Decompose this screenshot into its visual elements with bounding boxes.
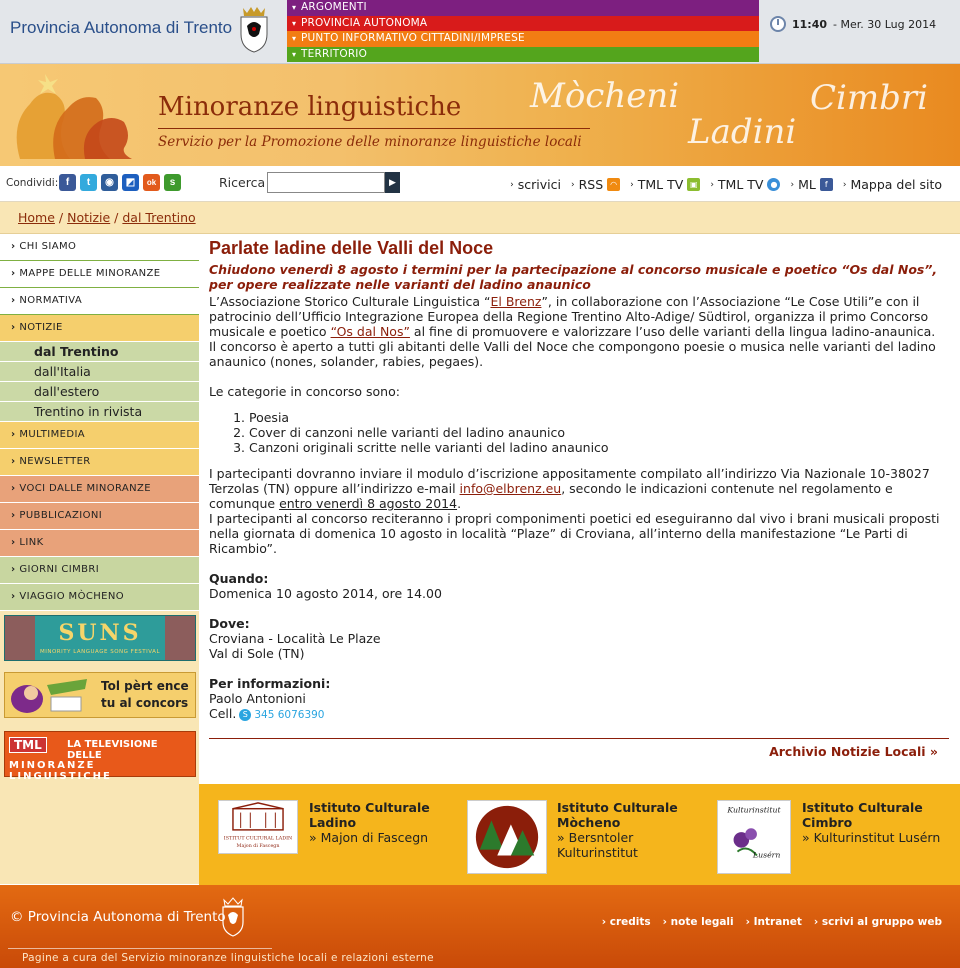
link-label: credits — [609, 916, 651, 928]
sidebar-item-voci[interactable]: › VOCI DALLE MINORANZE — [0, 476, 199, 503]
text-span: ”, in collaborazione con l’Associazione “Le Cose Utili”e con il patrocinio dell’Ufficio Integrazione Europea della Regione Trentino Alto-Adige/ Südtirol, organizza il primo Concorso musicale e poetico — [209, 294, 929, 339]
sidebar-item-pubblicazioni[interactable]: › PUBBLICAZIONI — [0, 503, 199, 530]
footer-links — [602, 916, 942, 928]
link-el-brenz[interactable]: El Brenz — [490, 294, 542, 309]
institute-ladino-name: Istituto Culturale Ladino — [309, 800, 430, 830]
link-label: Mappa del sito — [850, 177, 942, 192]
text-span: , secondo le indicazioni contenute nel regolamento e comunque — [209, 481, 893, 511]
share-icons — [59, 174, 181, 191]
institute-ladino-text — [309, 800, 437, 845]
divider — [209, 738, 949, 739]
sidebar-item-link[interactable]: › LINK — [0, 530, 199, 557]
sidebar-item-chi-siamo[interactable]: › CHI SIAMO — [0, 234, 199, 261]
promo-suns-title: SUNS — [58, 620, 142, 646]
archive-link[interactable]: Archivio Notizie Locali » — [769, 744, 938, 759]
breadcrumb — [0, 202, 960, 234]
link-os-dal-nos[interactable]: “Os dal Nos” — [330, 324, 410, 339]
top-bar — [0, 0, 960, 64]
institute-mocheno-name: Istituto Culturale Mòcheno — [557, 800, 678, 830]
sidebar-subitem-dal-trentino[interactable]: dal Trentino — [0, 342, 199, 362]
site-banner — [0, 64, 960, 166]
categories-intro: Le categorie in concorso sono: — [209, 384, 400, 399]
institute-cimbro-link[interactable]: » Kulturinstitut Lusérn — [802, 830, 941, 845]
time: 11:40 — [792, 17, 828, 31]
link-label: Intranet — [753, 916, 802, 928]
link-label: scrivici — [517, 177, 561, 192]
where-line-1: Croviana - Località Le Plaze — [209, 631, 381, 646]
android-icon: ▣ — [687, 178, 700, 191]
phone-number[interactable]: 345 6076390 — [254, 709, 325, 721]
list-item: 1. Poesia — [249, 410, 949, 425]
mocheno-logo-icon — [467, 800, 547, 874]
footer-divider — [8, 948, 272, 949]
banner-subtitle: Servizio per la Promozione delle minoranze linguistiche locali — [158, 134, 582, 150]
promo-concorso-text: Tol pèrt ence tu al concors — [101, 679, 189, 710]
skype-icon[interactable]: S — [239, 709, 251, 721]
institute-cimbro-text — [802, 800, 942, 845]
sidebar-item-normativa[interactable]: › NORMATIVA — [0, 288, 199, 315]
rss-icon: ◠ — [607, 178, 620, 191]
sidebar-subitem-dall-italia[interactable]: dall'Italia — [0, 362, 199, 382]
banner-title: Minoranze linguistiche — [158, 92, 462, 122]
cell-label: Cell. — [209, 706, 237, 721]
breadcrumb-home[interactable]: Home — [18, 210, 55, 225]
segnalo-icon[interactable]: s — [164, 174, 181, 191]
breadcrumb-separator: / — [54, 210, 68, 225]
spacer — [209, 369, 949, 384]
clock-icon — [770, 16, 786, 32]
svg-text:Majon di Fascegn: Majon di Fascegn — [236, 844, 280, 850]
menu-item-punto-informativo[interactable]: ▾ PUNTO INFORMATIVO CITTADINI/IMPRESE — [287, 31, 759, 47]
banner-silhouettes-icon — [0, 64, 150, 166]
link-label: scrivi al gruppo web — [821, 916, 942, 928]
sidebar-subitem-trentino-rivista[interactable]: Trentino in rivista — [0, 402, 199, 422]
institutes-band — [199, 784, 960, 885]
link-tml-tv-apple[interactable]: › TML TV ● — [710, 177, 780, 192]
text-span: . — [457, 496, 462, 511]
menu-item-provincia[interactable]: ▾ PROVINCIA AUTONOMA — [287, 16, 759, 32]
apple-icon: ● — [767, 178, 780, 191]
categories-list — [249, 410, 949, 455]
breadcrumb-notizie[interactable]: Notizie — [67, 210, 111, 225]
info-phone-row — [209, 706, 949, 723]
promo-suns-banner[interactable] — [4, 615, 196, 661]
sidebar-item-giorni-cimbri[interactable]: › GIORNI CIMBRI — [0, 557, 199, 584]
myspace-icon[interactable]: ◉ — [101, 174, 118, 191]
share-label: Condividi: — [6, 177, 59, 189]
twitter-icon[interactable]: t — [80, 174, 97, 191]
search-submit-button[interactable]: ▶ — [385, 172, 400, 193]
when-value: Domenica 10 agosto 2014, ore 14.00 — [209, 586, 442, 601]
promo-tml-line2: MINORANZE LINGUISTICHE — [9, 760, 112, 782]
utility-links — [510, 177, 942, 192]
article-paragraph-4: I partecipanti al concorso reciteranno i propri componimenti poetici ed eseguiranno dal vivo i brani musicali proposti nella giornata di domenica 10 agosto in località “Plaze” di Croviana, all’interno della manifestazione “Le Parti di Ricambio”. — [209, 511, 940, 556]
article-title: Parlate ladine delle Valli del Noce — [209, 238, 494, 258]
oknotizie-icon[interactable]: ok — [143, 174, 160, 191]
promo-concorso-banner[interactable] — [4, 672, 196, 718]
list-item: 3. Canzoni originali scritte nelle varianti del ladino anaunico — [249, 440, 949, 455]
link-mappa-sito[interactable]: › Mappa del sito — [842, 177, 942, 192]
script-mocheni: Mòcheni — [530, 76, 680, 116]
text-span: L’Associazione Storico Culturale Linguistica “ — [209, 294, 491, 309]
datetime — [770, 16, 936, 32]
tml-logo: TML — [9, 737, 47, 753]
info-name: Paolo Antonioni — [209, 691, 306, 706]
link-label: TML TV — [637, 177, 684, 192]
footer-link-scrivi[interactable]: › scrivi al gruppo web — [813, 916, 942, 928]
article-lead: Chiudono venerdì 8 agosto i termini per la partecipazione al concorso musicale e poetico “Os dal Nos”, per opere realizzate nelle varianti del ladino anaunico — [209, 262, 938, 292]
cimbro-logo-icon — [717, 800, 791, 874]
menu-item-territorio[interactable]: ▾ TERRITORIO — [287, 47, 759, 63]
svg-text:ISTITUT CULTURAL LADIN: ISTITUT CULTURAL LADIN — [223, 836, 293, 842]
footer-brand: © Provincia Autonoma di Trento — [10, 909, 226, 925]
sidebar-item-notizie[interactable]: › NOTIZIE — [0, 315, 199, 342]
institute-mocheno-text — [557, 800, 695, 860]
search-label: Ricerca — [219, 175, 266, 190]
spacer — [209, 556, 949, 571]
link-label: ML — [798, 177, 816, 192]
sidebar-item-viaggio-mocheno[interactable]: › VIAGGIO MÒCHENO — [0, 584, 199, 611]
article-paragraph-3 — [209, 466, 949, 511]
email-link[interactable]: info@elbrenz.eu — [459, 481, 562, 496]
facebook-icon: f — [820, 178, 833, 191]
breadcrumb-current[interactable]: dal Trentino — [122, 210, 196, 225]
link-label: note legali — [670, 916, 734, 928]
link-scrivici[interactable]: › scrivici — [510, 177, 561, 192]
footer-link-note-legali[interactable]: › note legali — [662, 916, 734, 928]
brand-name[interactable]: Provincia Autonoma di Trento — [10, 18, 233, 37]
footer — [0, 885, 960, 968]
footer-note: Pagine a cura del Servizio minoranze linguistiche locali e relazioni esterne — [22, 952, 434, 964]
list-item: 2. Cover di canzoni nelle varianti del ladino anaunico — [249, 425, 949, 440]
link-tml-tv-android[interactable]: › TML TV ▣ — [630, 177, 700, 192]
sidebar-subitem-dall-estero[interactable]: dall'estero — [0, 382, 199, 402]
promo-suns-subtitle: MINORITY LANGUAGE SONG FESTIVAL — [39, 649, 161, 655]
sidebar-item-multimedia[interactable]: › MULTIMEDIA — [0, 422, 199, 449]
script-ladini: Ladini — [688, 112, 797, 152]
date: - Mer. 30 Lug 2014 — [833, 17, 937, 31]
spacer — [209, 661, 949, 676]
concorso-illustration-icon — [7, 675, 93, 717]
institute-mocheno-link[interactable]: » Bersntoler Kulturinstitut — [557, 830, 638, 860]
institute-cimbro-name: Istituto Culturale Cimbro — [802, 800, 923, 830]
facebook-icon[interactable]: f — [59, 174, 76, 191]
svg-text:Kulturinstitut: Kulturinstitut — [727, 805, 781, 815]
trento-crest-icon — [220, 896, 246, 938]
sidebar-item-newsletter[interactable]: › NEWSLETTER — [0, 449, 199, 476]
footer-link-credits[interactable]: › credits — [601, 916, 651, 928]
info-label: Per informazioni: — [209, 676, 331, 691]
where-label: Dove: — [209, 616, 250, 631]
when-label: Quando: — [209, 571, 269, 586]
promo-tml-banner[interactable] — [4, 731, 196, 782]
utility-bar — [0, 166, 960, 202]
search-input[interactable] — [267, 172, 385, 193]
link-label: RSS — [578, 177, 604, 192]
text-span: al fine di promuovere e valorizzare l’uso delle varianti della lingua ladino-anaunica. — [409, 324, 936, 339]
breadcrumb-separator: / — [110, 210, 123, 225]
trento-crest-icon[interactable] — [237, 4, 271, 54]
institute-ladino-link[interactable]: » Majon di Fascegn — [309, 830, 429, 845]
text-span: I partecipanti dovranno inviare il modulo d’iscrizione appositamente compilato all’indirizzo Via Nazionale 10-38027 Terzolas (TN) oppure all’indirizzo e-mail — [209, 466, 930, 496]
sidebar-item-mappe[interactable]: › MAPPE DELLE MINORANZE — [0, 261, 199, 288]
footer-link-intranet[interactable]: › Intranet — [745, 916, 802, 928]
promo-tml-line1: LA TELEVISIONE DELLE — [67, 739, 158, 761]
ladino-logo-icon — [218, 800, 298, 854]
link-ml-facebook[interactable]: › ML f — [790, 177, 832, 192]
script-cimbri: Cimbri — [810, 78, 929, 118]
delicious-icon[interactable]: ◩ — [122, 174, 139, 191]
link-rss[interactable]: › RSS ◠ — [571, 177, 620, 192]
where-line-2: Val di Sole (TN) — [209, 646, 305, 661]
menu-item-argomenti[interactable]: ▾ ARGOMENTI — [287, 0, 759, 16]
svg-text:Lusérn: Lusérn — [752, 850, 781, 860]
banner-rule — [158, 128, 590, 129]
spacer — [209, 601, 949, 616]
article-paragraph-2: Il concorso è aperto a tutti gli abitanti delle Valli del Noce che compongono poesie o musica nelle varianti del ladino anaunico (nones, solander, rabies, pegaes). — [209, 339, 936, 369]
article — [209, 238, 949, 723]
article-paragraph-1 — [209, 294, 949, 339]
deadline: entro venerdì 8 agosto 2014 — [279, 496, 458, 511]
link-label: TML TV — [717, 177, 764, 192]
sidebar-nav — [0, 234, 199, 884]
main-menu — [287, 0, 759, 63]
